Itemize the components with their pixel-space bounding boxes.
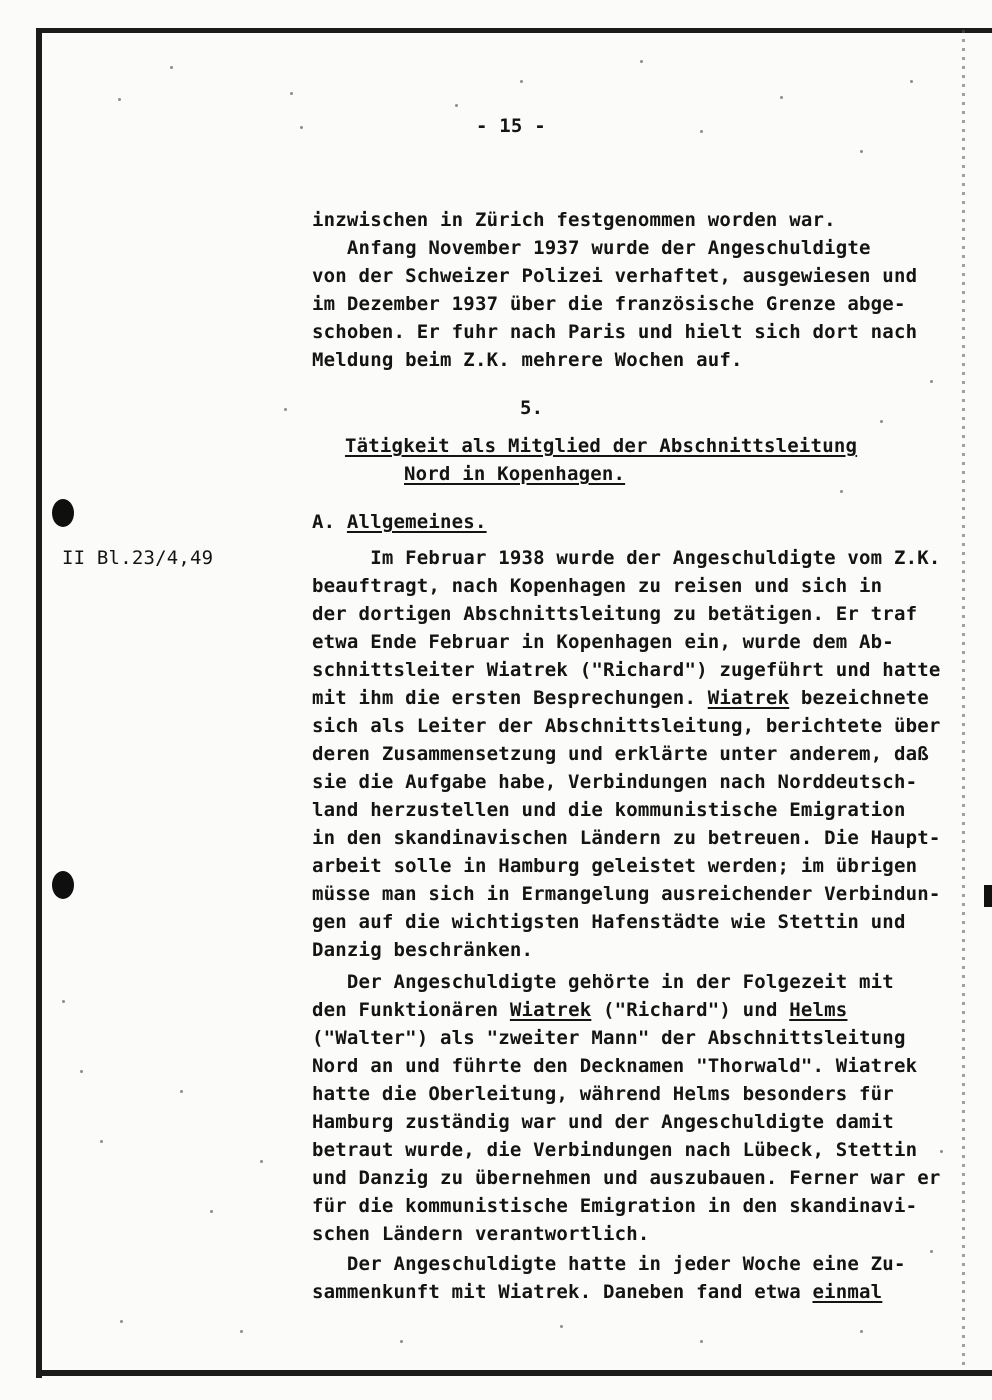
scan-speck — [290, 92, 293, 95]
text-line: land herzustellen und die kommunistische Emigration — [312, 799, 906, 821]
scan-speck — [100, 1140, 103, 1143]
text-line — [312, 998, 847, 1022]
scan-speck — [455, 104, 458, 107]
scan-speck — [62, 1000, 65, 1003]
scan-speck — [240, 1330, 243, 1333]
scan-speck — [930, 380, 933, 383]
text-line: ("Walter") als "zweiter Mann" der Abschnittsleitung — [312, 1027, 906, 1049]
text-line: sie die Aufgabe habe, Verbindungen nach Norddeutsch- — [312, 771, 918, 793]
scan-speck — [118, 98, 121, 101]
section-heading: Tätigkeit als Mitglied der Abschnittsleitung — [345, 435, 858, 457]
scan-speck — [180, 1090, 183, 1093]
text-line — [312, 1280, 882, 1304]
text-line: in den skandinavischen Ländern zu betreuen. Die Haupt- — [312, 827, 941, 849]
text-line: beauftragt, nach Kopenhagen zu reisen und sich in — [312, 575, 883, 597]
scan-speck — [80, 1070, 83, 1073]
scan-speck — [300, 126, 303, 129]
section-heading: Nord in Kopenhagen. — [404, 463, 626, 485]
scan-speck — [700, 1340, 703, 1343]
scan-speck — [910, 80, 913, 83]
scan-border-left — [36, 28, 42, 1378]
subsection-prefix: A. — [312, 511, 347, 533]
page-number: - 15 - — [476, 115, 546, 137]
text-line: im Dezember 1937 über die französische Grenze abge- — [312, 293, 906, 315]
text-line: und Danzig zu übernehmen und auszubauen. Ferner war er — [312, 1167, 941, 1189]
text-line: Hamburg zuständig war und der Angeschuldigte damit — [312, 1111, 894, 1133]
subsection-title: Allgemeines. — [346, 511, 487, 533]
text-line: Der Angeschuldigte hatte in jeder Woche eine Zu- — [312, 1253, 906, 1275]
edge-mark — [984, 885, 992, 907]
text-line: Anfang November 1937 wurde der Angeschuldigte — [312, 237, 871, 259]
scan-speck — [520, 80, 523, 83]
scan-speck — [400, 1340, 403, 1343]
scan-border-bottom — [36, 1370, 992, 1376]
underlined-name: Wiatrek — [509, 999, 592, 1021]
text-line: arbeit solle in Hamburg geleistet werden; im übrigen — [312, 855, 918, 877]
scan-speck — [260, 1160, 263, 1163]
text-line: müsse man sich in Ermangelung ausreichender Verbindun- — [312, 883, 941, 905]
scan-speck — [560, 1325, 563, 1328]
text-line: betraut wurde, die Verbindungen nach Lübeck, Stettin — [312, 1139, 918, 1161]
text-span: bezeichnete — [789, 687, 929, 709]
scan-speck — [170, 66, 173, 69]
scan-speck — [284, 408, 287, 411]
text-line: Im Februar 1938 wurde der Angeschuldigte vom Z.K. — [312, 547, 941, 569]
text-line: sich als Leiter der Abschnittsleitung, berichtete über — [312, 715, 941, 737]
text-line: Meldung beim Z.K. mehrere Wochen auf. — [312, 349, 743, 371]
scan-speck — [640, 60, 643, 63]
scan-border-right — [962, 30, 965, 1370]
text-line: hatte die Oberleitung, während Helms besonders für — [312, 1083, 894, 1105]
text-line: Nord an und führte den Decknamen "Thorwald". Wiatrek — [312, 1055, 918, 1077]
text-line: inzwischen in Zürich festgenommen worden war. — [312, 209, 836, 231]
scan-speck — [860, 150, 863, 153]
margin-reference: II Bl.23/4,49 — [62, 547, 214, 569]
text-line: Danzig beschränken. — [312, 939, 534, 961]
text-line: der dortigen Abschnittsleitung zu betätigen. Er traf — [312, 603, 918, 625]
section-number: 5. — [520, 397, 544, 419]
text-line: schoben. Er fuhr nach Paris und hielt sich dort nach — [312, 321, 918, 343]
text-line: etwa Ende Februar in Kopenhagen ein, wurde dem Ab- — [312, 631, 894, 653]
text-line: schen Ländern verantwortlich. — [312, 1223, 650, 1245]
text-span: den Funktionären — [312, 999, 510, 1021]
scan-speck — [840, 490, 843, 493]
text-line: gen auf die wichtigsten Hafenstädte wie Stettin und — [312, 911, 906, 933]
text-span: mit ihm die ersten Besprechungen. — [312, 687, 708, 709]
scan-speck — [700, 130, 703, 133]
text-line: schnittsleiter Wiatrek ("Richard") zugeführt und hatte — [312, 659, 941, 681]
underlined-word: einmal — [812, 1281, 883, 1303]
scan-speck — [860, 1330, 863, 1333]
punch-hole — [52, 499, 74, 527]
text-span: sammenkunft mit Wiatrek. Daneben fand etwa — [312, 1281, 813, 1303]
subsection-heading — [312, 510, 487, 534]
scan-speck — [880, 420, 883, 423]
scan-speck — [930, 1250, 933, 1253]
scan-speck — [120, 1320, 123, 1323]
text-line: für die kommunistische Emigration in den skandinavi- — [312, 1195, 918, 1217]
underlined-name: Helms — [789, 999, 848, 1021]
text-span: ("Richard") und — [591, 999, 790, 1021]
scan-border-top — [40, 28, 992, 33]
punch-hole — [52, 871, 74, 899]
text-line: von der Schweizer Polizei verhaftet, ausgewiesen und — [312, 265, 918, 287]
scan-speck — [780, 96, 783, 99]
text-line — [312, 686, 929, 710]
scan-speck — [940, 1150, 943, 1153]
text-line: deren Zusammensetzung und erklärte unter anderem, daß — [312, 743, 929, 765]
underlined-name: Wiatrek — [707, 687, 790, 709]
text-line: Der Angeschuldigte gehörte in der Folgezeit mit — [312, 971, 894, 993]
scan-speck — [210, 1210, 213, 1213]
